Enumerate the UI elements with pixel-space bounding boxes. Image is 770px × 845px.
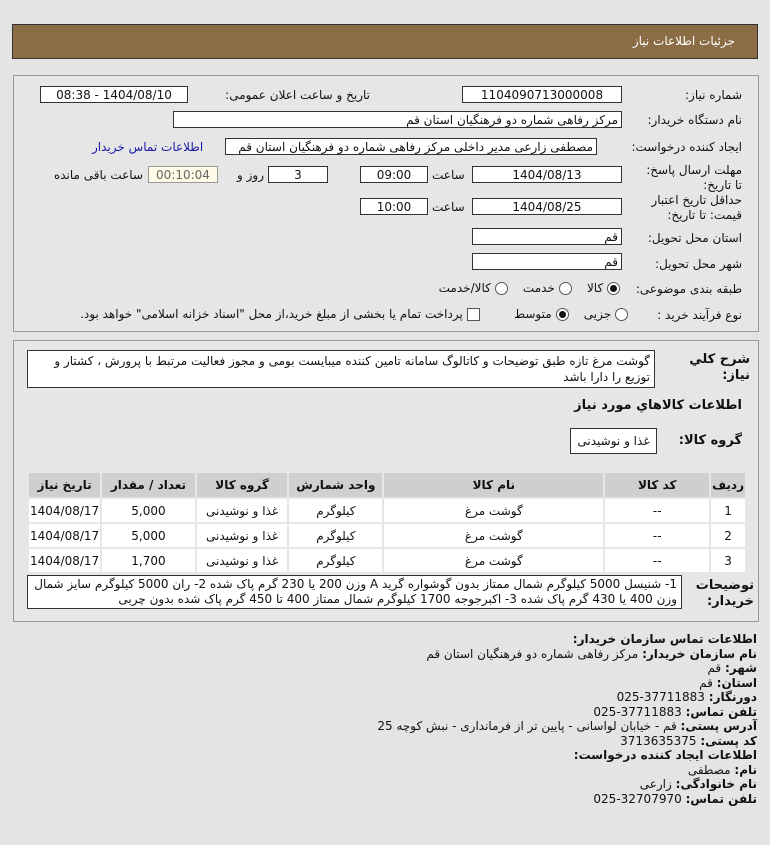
contact-line-key: دورنگار: xyxy=(708,690,757,704)
contact-line-key: آدرس پستی: xyxy=(680,719,757,733)
goods-table xyxy=(27,471,747,574)
quantity-cell: 1,700 xyxy=(102,549,195,572)
goods-group-cell: غذا و نوشیدنی xyxy=(197,499,288,522)
process-radio-minor[interactable] xyxy=(615,308,628,321)
unit-cell: کیلوگرم xyxy=(289,524,382,547)
process-radio-medium[interactable] xyxy=(556,308,569,321)
category-goods-label: کالا xyxy=(586,281,604,295)
contact-line-value: قم xyxy=(699,675,713,690)
category-radio-service[interactable] xyxy=(559,282,572,295)
goods-group-cell: غذا و نوشیدنی xyxy=(197,549,288,572)
category-radio-goods-service[interactable] xyxy=(495,282,508,295)
col-name: نام کالا xyxy=(384,473,603,497)
province-label: استان محل تحویل: xyxy=(647,231,742,245)
treasury-payment-label: پرداخت تمام یا بخشی از مبلغ خرید،از محل "اسناد خزانه اسلامی" خواهد بود. xyxy=(80,307,463,321)
unit-cell: کیلوگرم xyxy=(289,549,382,572)
row-number-cell: 3 xyxy=(711,549,745,572)
goods-code-cell: -- xyxy=(605,524,709,547)
deadline-label: مهلت ارسال پاسخ: تا تاریخ: xyxy=(646,163,742,192)
need-date-cell: 1404/08/17 xyxy=(29,499,100,522)
city-label: شهر محل تحویل: xyxy=(655,257,742,271)
col-group: گروه کالا xyxy=(197,473,288,497)
creator-line-key: نام: xyxy=(734,762,757,777)
contact-line xyxy=(377,647,757,662)
page-title: جزئیات اطلاعات نیاز xyxy=(632,34,735,48)
contact-line-key: نام سازمان خریدار: xyxy=(642,646,757,661)
category-goods-service-label: کالا/خدمت xyxy=(438,281,491,295)
remaining-label: ساعت باقی مانده xyxy=(53,168,143,182)
contact-info xyxy=(377,632,757,806)
validity-label: حداقل تاریخ اعتبار قیمت: تا تاریخ: xyxy=(651,193,742,222)
contact-line-key: شهر: xyxy=(725,661,757,675)
creator-line xyxy=(377,792,757,807)
goods-group-label: گروه کالا: xyxy=(678,433,742,448)
contact-line-value: مرکز رفاهی شماره دو فرهنگیان استان قم xyxy=(426,646,639,661)
deadline-date-field[interactable]: 1404/08/13 xyxy=(472,166,622,183)
deadline-time-field[interactable]: 09:00 xyxy=(360,166,428,183)
buyer-notes-field: 1- شنیسل 5000 کیلوگرم شمال ممتاز بدون گوشواره گرید A وزن 200 یا 230 گرم پاک شده 2- ران 5000 کیلوگرم سایز شمال وزن 400 یا 430 گرم پاک شده 3- اکبرجوجه 1700 کیلوگرم شمال ممتاز 400 تا 450 گرم پاک شده بدون چربی xyxy=(27,575,682,609)
contact-line-value: 37711883-025 xyxy=(616,690,705,704)
contact-line-value: قم - خیابان لواسانی - پایین تر از فرمانداری - نبش کوچه 25 xyxy=(377,719,677,733)
treasury-payment-checkbox[interactable] xyxy=(467,308,480,321)
quantity-cell: 5,000 xyxy=(102,499,195,522)
category-label: طبقه بندی موضوعی: xyxy=(635,282,742,296)
goods-name-cell: گوشت مرغ xyxy=(384,499,603,522)
category-radio-goods[interactable] xyxy=(607,282,620,295)
deadline-time-label: ساعت xyxy=(432,168,465,182)
goods-code-cell: -- xyxy=(605,549,709,572)
creator-line xyxy=(377,763,757,778)
contact-line xyxy=(377,734,757,749)
contact-line-value: 37711883-025 xyxy=(593,704,682,719)
goods-group-cell: غذا و نوشیدنی xyxy=(197,524,288,547)
notes-label: توضیحات خریدار: xyxy=(695,578,754,609)
creator-line-value: مصطفی xyxy=(687,762,731,777)
contact-line-key: استان: xyxy=(716,675,757,690)
page-header xyxy=(12,24,758,59)
contact-line xyxy=(377,719,757,734)
creator-line xyxy=(377,777,757,792)
announce-field[interactable]: 1404/08/10 - 08:38 xyxy=(40,86,188,103)
goods-group-field: غذا و نوشیدنی xyxy=(570,428,657,454)
contact-line xyxy=(377,676,757,691)
contact-heading: اطلاعات تماس سازمان خریدار: xyxy=(572,632,757,646)
days-label: روز و xyxy=(237,168,264,182)
quantity-cell: 5,000 xyxy=(102,524,195,547)
table-row xyxy=(29,499,745,522)
creator-line-key: تلفن تماس: xyxy=(685,791,757,806)
goods-heading: اطلاعات کالاهاي مورد نیاز xyxy=(574,398,742,413)
summary-field[interactable]: گوشت مرغ تازه طبق توضیحات و کاتالوگ سامانه تامین کننده میبایست بومی و مجوز فعالیت مرتبط با پرورش ، کشتار و توزیع را دارا باشد xyxy=(27,350,655,388)
table-row xyxy=(29,524,745,547)
validity-time-label: ساعت xyxy=(432,200,465,214)
creator-field[interactable]: مصطفی زارعی مدیر داخلی مرکز رفاهی شماره دو فرهنگیان استان قم xyxy=(225,138,597,155)
process-minor-label: جزیی xyxy=(583,307,612,321)
col-code: کد کالا xyxy=(605,473,709,497)
buyer-label: نام دستگاه خریدار: xyxy=(647,113,742,127)
creator-line-value: زارعی xyxy=(639,777,672,791)
city-field[interactable]: قم xyxy=(472,253,622,270)
contact-line-value: 3713635375 xyxy=(620,733,697,748)
validity-date-field[interactable]: 1404/08/25 xyxy=(472,198,622,215)
need-number-field[interactable]: 1104090713000008 xyxy=(462,86,622,103)
contact-line-value: قم xyxy=(707,661,722,675)
remaining-time-field: 00:10:04 xyxy=(148,166,218,183)
creator-label: ایجاد کننده درخواست: xyxy=(631,140,742,154)
buyer-contact-link[interactable]: اطلاعات تماس خریدار xyxy=(92,140,204,154)
days-field[interactable]: 3 xyxy=(268,166,328,183)
unit-cell: کیلوگرم xyxy=(289,499,382,522)
col-row: ردیف xyxy=(711,473,745,497)
creator-line-value: 32707970-025 xyxy=(593,791,682,806)
summary-label: شرح کلي نیاز: xyxy=(689,352,750,383)
goods-name-cell: گوشت مرغ xyxy=(384,549,603,572)
process-medium-label: متوسط xyxy=(513,307,552,321)
category-radio-group xyxy=(439,281,620,295)
col-date: تاریخ نیاز xyxy=(29,473,100,497)
process-label: نوع فرآیند خرید : xyxy=(657,308,742,322)
col-qty: تعداد / مقدار xyxy=(102,473,195,497)
need-date-cell: 1404/08/17 xyxy=(29,549,100,572)
contact-line-key: تلفن تماس: xyxy=(685,704,757,719)
creator-line-key: نام خانوادگی: xyxy=(675,777,757,791)
validity-time-field[interactable]: 10:00 xyxy=(360,198,428,215)
goods-name-cell: گوشت مرغ xyxy=(384,524,603,547)
row-number-cell: 2 xyxy=(711,524,745,547)
contact-line xyxy=(377,661,757,676)
goods-code-cell: -- xyxy=(605,499,709,522)
col-unit: واحد شمارش xyxy=(289,473,382,497)
table-header-row xyxy=(29,473,745,497)
process-radio-group xyxy=(80,307,628,321)
row-number-cell: 1 xyxy=(711,499,745,522)
table-row xyxy=(29,549,745,572)
buyer-field[interactable]: مرکز رفاهی شماره دو فرهنگیان استان قم xyxy=(173,111,622,128)
creator-heading: اطلاعات ایجاد کننده درخواست: xyxy=(573,748,757,762)
need-date-cell: 1404/08/17 xyxy=(29,524,100,547)
contact-line-key: کد پستی: xyxy=(700,733,757,748)
contact-line xyxy=(377,690,757,705)
contact-line xyxy=(377,705,757,720)
category-service-label: خدمت xyxy=(522,281,555,295)
announce-label: تاریخ و ساعت اعلان عمومی: xyxy=(225,88,370,102)
need-number-label: شماره نیاز: xyxy=(685,88,742,102)
province-field[interactable]: قم xyxy=(472,228,622,245)
